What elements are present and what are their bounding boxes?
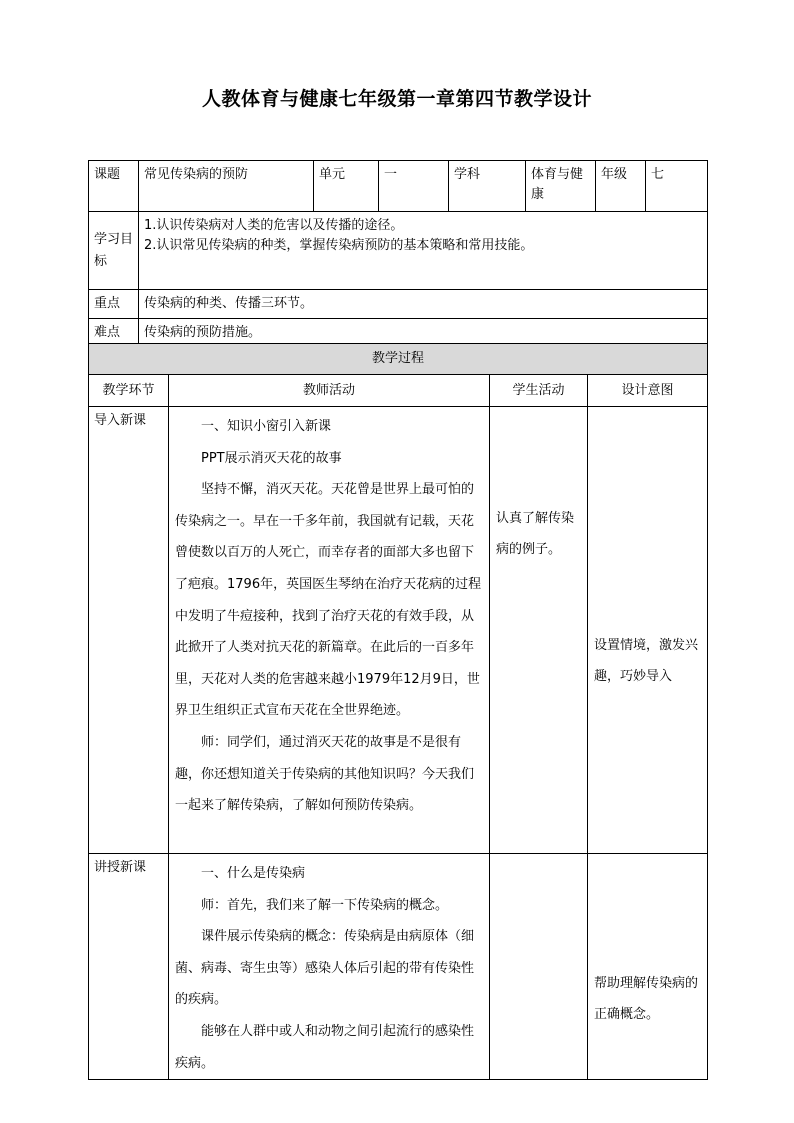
- goal-item: 2.认识常见传染病的种类，掌握传染病预防的基本策略和常用技能。: [144, 238, 534, 253]
- goal-item: 1.认识传染病对人类的危害以及传播的途径。: [144, 218, 404, 233]
- teacher-paragraph: PPT展示消灭天花的故事: [201, 450, 342, 466]
- teacher-paragraph: 一、知识小窗引入新课: [201, 419, 332, 434]
- teaching-process-table: [88, 343, 708, 1080]
- phase-name: 导入新课: [89, 407, 169, 854]
- goals-cell: [139, 212, 708, 290]
- column-header: 教学环节: [89, 375, 169, 407]
- document-title: 人教体育与健康七年级第一章第四节教学设计: [201, 88, 592, 110]
- teacher-activity: [169, 407, 490, 854]
- phase-name: 讲授新课: [89, 854, 169, 1080]
- design-intent-text: 帮助理解传染病的正确概念。: [594, 976, 699, 1022]
- student-activity: [490, 854, 588, 1080]
- design-intent: [588, 854, 708, 1080]
- student-activity: [490, 407, 588, 854]
- key-points-value: 传染病的种类、传播三环节。: [139, 290, 708, 319]
- process-header: 教学过程: [89, 344, 708, 375]
- teacher-paragraph: 课件展示传染病的概念：传染病是由病原体（细菌、病毒、寄生虫等）感染人体后引起的带有传染性的疾病。: [175, 929, 475, 1008]
- teacher-paragraph: 能够在人群中或人和动物之间引起流行的感染性疾病。: [175, 1023, 475, 1071]
- key-points-label: 重点: [89, 290, 139, 319]
- teacher-paragraph: 一、什么是传染病: [201, 866, 306, 881]
- subject-label: 学科: [449, 161, 526, 212]
- difficulty-label: 难点: [89, 319, 139, 348]
- topic-value: 常见传染病的预防: [139, 161, 314, 212]
- goals-label: 学习目标: [89, 212, 139, 290]
- column-header: 教师活动: [169, 375, 490, 407]
- student-activity-text: 认真了解传染病的例子。: [496, 511, 575, 557]
- design-intent-text: 设置情境，激发兴趣，巧妙导入: [594, 638, 699, 684]
- teacher-paragraph: 师：首先，我们来了解一下传染病的概念。: [201, 897, 449, 913]
- grade-value: 七: [646, 161, 708, 212]
- column-header: 学生活动: [490, 375, 588, 407]
- unit-value: 一: [379, 161, 449, 212]
- column-header: 设计意图: [588, 375, 708, 407]
- topic-label: 课题: [89, 161, 139, 212]
- subject-value: 体育与健康: [526, 161, 596, 212]
- course-info-table: [88, 160, 708, 348]
- design-intent: [588, 407, 708, 854]
- teacher-paragraph: 师：同学们，通过消灭天花的故事是不是很有趣，你还想知道关于传染病的其他知识吗？今天我们一起来了解传染病，了解如何预防传染病。: [175, 734, 475, 814]
- unit-label: 单元: [314, 161, 379, 212]
- difficulty-value: 传染病的预防措施。: [139, 319, 708, 348]
- teacher-paragraph: 坚持不懈，消灭天花。天花曾是世界上最可怕的传染病之一。早在一千多年前，我国就有记载，天花曾使数以百万的人死亡，而幸存者的面部大多也留下了疤痕。1796年，英国医生琴纳在治疗天花病的过程中发明了牛痘接种，找到了治疗天花的有效手段，从此掀开了人类对抗天花的新篇章。在此后的一百多年里，天花对人类的危害越来越小1979年12月9日，世界卫生组织正式宣布天花在全世界绝迹。: [175, 482, 482, 719]
- grade-label: 年级: [596, 161, 646, 212]
- teacher-activity: [169, 854, 490, 1080]
